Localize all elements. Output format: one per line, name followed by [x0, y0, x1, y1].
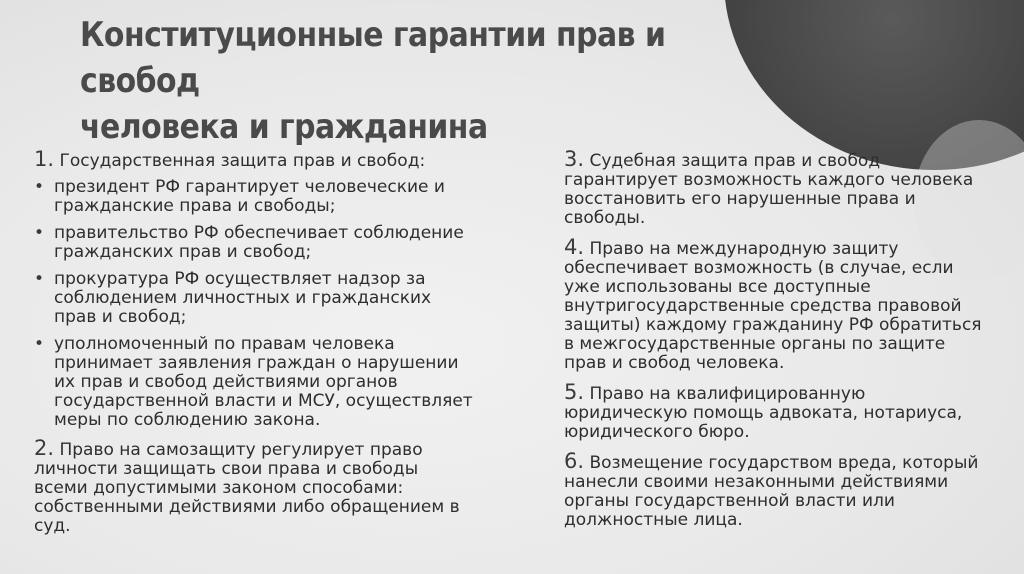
- item-number: 6.: [564, 449, 585, 473]
- list-item-4: [564, 235, 992, 373]
- item-text: Право на квалифицированную юридическую помощь адвоката, нотариуса, юридического бюро.: [564, 384, 963, 442]
- list-item-3: [564, 147, 992, 228]
- list-item-2: [34, 436, 474, 536]
- item-number: 2.: [34, 436, 55, 460]
- slide-title: [80, 12, 766, 150]
- right-column: [564, 147, 992, 540]
- item-text: Возмещение государством вреда, который нанесли своими незаконными действиями органы государственной власти или должностные лица.: [564, 453, 979, 530]
- item-number: 3.: [564, 147, 585, 171]
- bullet-item: • уполномоченный по правам человека принимает заявления граждан о нарушении их прав и свобод действиями органов государственной власти и МСУ, осуществляет меры по соблюдению закона.: [34, 335, 474, 430]
- bullet-list: [34, 178, 474, 430]
- item-number: 1.: [34, 147, 55, 171]
- list-item-6: [564, 449, 992, 530]
- list-item-1: [34, 147, 474, 171]
- item-text: Право на международную защиту обеспечивает возможность (в случае, если уже использованы все доступные внутригосударственные средства правовой защиты) каждому гражданину РФ обратиться в межгосударственные органы по защите прав и свобод человека.: [564, 239, 982, 373]
- item-number: 5.: [564, 380, 585, 404]
- bullet-item: • президент РФ гарантирует человеческие и гражданские права и свободы;: [34, 178, 474, 216]
- item-heading: Государственная защита прав и свобод:: [59, 151, 426, 171]
- item-text: Судебная защита прав и свобод гарантирует возможность каждого человека восстановить его нарушенные права и свободы.: [564, 151, 974, 228]
- bullet-item: • прокуратура РФ осуществляет надзор за соблюдением личностных и гражданских прав и свобод;: [34, 270, 474, 327]
- slide-title-line-2: человека и гражданина: [80, 107, 488, 147]
- item-text: Право на самозащиту регулирует право личности защищать свои права и свободы всеми допустимыми законом способами: собственными действиями либо обращением в суд.: [34, 440, 460, 536]
- slide-title-line-1: Конституционные гарантии прав и свобод: [80, 15, 666, 101]
- item-number: 4.: [564, 235, 585, 259]
- bullet-item: • правительство РФ обеспечивает соблюдение гражданских прав и свобод;: [34, 224, 474, 262]
- left-column: [34, 147, 474, 543]
- list-item-5: [564, 380, 992, 442]
